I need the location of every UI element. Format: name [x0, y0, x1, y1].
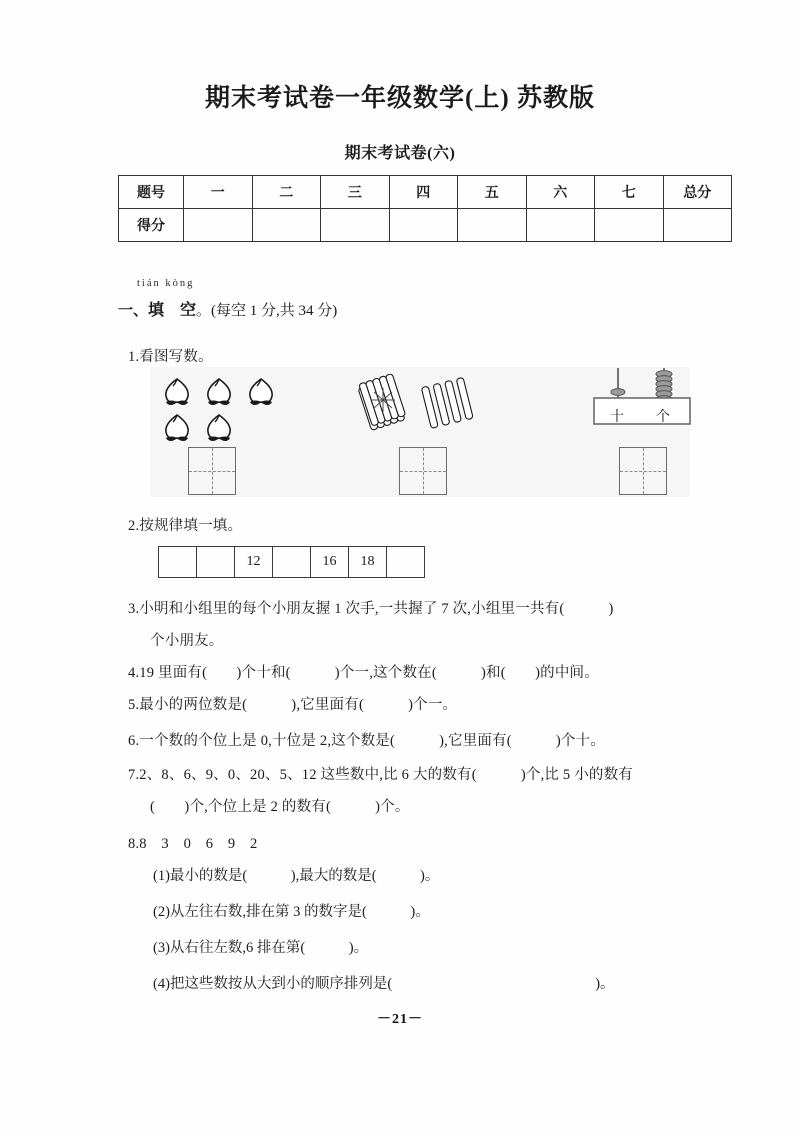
question-3-line-2: 个小朋友。	[150, 633, 224, 649]
question-4-line-1: 4.19 里面有( )个十和( )个一,这个数在( )和( )的中间。	[128, 665, 599, 681]
score-cell-4[interactable]	[458, 209, 527, 242]
question-8-sub-2: (2)从左往右数,排在第 3 的数字是( )。	[153, 904, 430, 920]
question-7-line-1: 7.2、8、6、9、0、20、5、12 这些数中,比 6 大的数有( )个,比 5 小的数有	[128, 767, 634, 783]
score-table-col-2: 三	[321, 176, 390, 209]
table-row	[159, 547, 425, 578]
score-cell-3[interactable]	[389, 209, 458, 242]
section-heading	[118, 297, 337, 320]
peach-illustration-group	[160, 376, 280, 444]
answer-grid-2[interactable]	[399, 447, 447, 495]
score-table-col-5: 六	[526, 176, 595, 209]
score-cell-6[interactable]	[595, 209, 664, 242]
abacus-ones-label: 个	[656, 410, 670, 425]
question-1-text: 1.看图写数。	[128, 349, 213, 365]
section-points: 。(每空 1 分,共 34 分)	[196, 303, 338, 319]
page-footer	[0, 1008, 800, 1028]
score-table	[118, 175, 732, 242]
counting-sticks-illustration	[352, 374, 482, 434]
pattern-cell-3[interactable]	[273, 547, 311, 578]
section-pinyin: tián kòng	[137, 278, 195, 289]
peach-icon	[160, 412, 194, 444]
pattern-cell-4: 16	[311, 547, 349, 578]
section-number: 一、	[118, 303, 149, 319]
score-table-col-7: 总分	[663, 176, 732, 209]
peach-icon	[202, 412, 236, 444]
question-8-sub-4: (4)把这些数按从大到小的顺序排列是( )。	[153, 976, 615, 992]
score-cell-5[interactable]	[526, 209, 595, 242]
question-3-line-1: 3.小明和小组里的每个小朋友握 1 次手,一共握了 7 次,小组里一共有( )	[128, 601, 614, 617]
table-row	[119, 176, 732, 209]
question-8-sub-3: (3)从右往左数,6 排在第( )。	[153, 940, 369, 956]
question-8-line-1: 8.8 3 0 6 9 2	[128, 836, 258, 852]
question-8-sub-1: (1)最小的数是( ),最大的数是( )。	[153, 868, 440, 884]
answer-grid-3[interactable]	[619, 447, 667, 495]
pattern-cell-6[interactable]	[387, 547, 425, 578]
score-table-col-1: 二	[252, 176, 321, 209]
abacus-illustration	[592, 368, 692, 438]
pattern-cell-0[interactable]	[159, 547, 197, 578]
score-table-row-label-0: 题号	[119, 176, 184, 209]
pattern-cell-2: 12	[235, 547, 273, 578]
score-table-col-4: 五	[458, 176, 527, 209]
pattern-cell-5: 18	[349, 547, 387, 578]
question-6-line-1: 6.一个数的个位上是 0,十位是 2,这个数是( ),它里面有( )个十。	[128, 733, 606, 749]
abacus-tens-label: 十	[610, 410, 624, 425]
score-cell-0[interactable]	[184, 209, 253, 242]
question-7-line-2: ( )个,个位上是 2 的数有( )个。	[150, 799, 410, 815]
pattern-cell-1[interactable]	[197, 547, 235, 578]
question-2-text: 2.按规律填一填。	[128, 518, 243, 534]
page-title: 期末考试卷一年级数学(上) 苏教版	[205, 85, 595, 112]
score-table-col-0: 一	[184, 176, 253, 209]
page-subtitle: 期末考试卷(六)	[344, 145, 456, 162]
peach-icon	[160, 376, 194, 408]
page-number: －21－	[377, 1012, 423, 1027]
score-cell-1[interactable]	[252, 209, 321, 242]
score-cell-7[interactable]	[663, 209, 732, 242]
section-name: 填 空	[148, 302, 197, 319]
score-cell-2[interactable]	[321, 209, 390, 242]
peach-icon	[202, 376, 236, 408]
table-row	[119, 209, 732, 242]
score-table-row-label-1: 得分	[119, 209, 184, 242]
abacus-svg	[592, 368, 692, 438]
score-table-col-3: 四	[389, 176, 458, 209]
answer-grid-1[interactable]	[188, 447, 236, 495]
peach-icon	[244, 376, 278, 408]
score-table-col-6: 七	[595, 176, 664, 209]
pattern-table	[158, 546, 425, 578]
question-5-line-1: 5.最小的两位数是( ),它里面有( )个一。	[128, 697, 458, 713]
